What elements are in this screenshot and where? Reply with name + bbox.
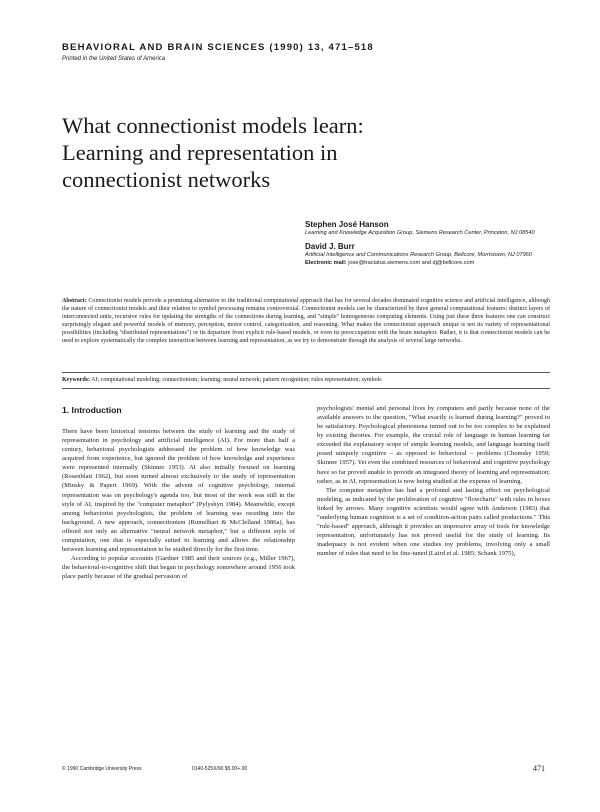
paragraph: psychologists' mental and personal lives by computers and partly because none of the available answers to the question, "What exactly is learned during learning?" proved to be satisfactory. Psychological phenomena turned out to be too complex to be explained by existing theories. For example, the crucial role of language in human learning far exceeded the explanatory scope of simple learning models, and language learning itself posed uniquely cognitive – as opposed to behavioral – problems (Chomsky 1959; Skinner 1957). Yet even the combined resources of behavioral and cognitive psychology have so far proved unable to provide an integrated theory of learning and representation; rather, as in AI, representation is now being studied at the expense of learning.	[317, 405, 550, 485]
title-line-1: What connectionist models learn:	[62, 113, 364, 138]
abstract	[62, 297, 550, 346]
paper-title	[62, 112, 532, 193]
divider-bottom	[62, 388, 550, 389]
author-block	[305, 220, 565, 267]
copyright: © 1990 Cambridge University Press	[62, 766, 142, 772]
section-heading: 1. Introduction	[62, 405, 122, 415]
title-line-3: connectionist networks	[62, 167, 271, 192]
author-name: Stephen José Hanson	[305, 220, 389, 229]
abstract-label: Abstract:	[62, 298, 87, 304]
page-number: 471	[533, 764, 545, 773]
keywords-label: Keywords:	[62, 377, 90, 383]
paragraph: There have been historical tensions between the study of learning and the study of representation in psychology and artificial intelligence (AI). For more than half a century, behavioral psychologists addressed the problem of how knowledge was acquired from experience, but ignored the problem of how knowledge and experience were represented internally (Skinner 1953). AI also initially focused on learning (Rosenblatt 1962), but soon turned almost exclusively to the study of representation (Minsky & Papert 1969). With the advent of cognitive psychology, internal representation was on psychology's agenda too, but most of the work was still in the style of AI, inspired by the "computer metaphor" (Pylyshyn 1984). Meanwhile, except among behaviorist psychologists, the problem of learning was receding into the background. A new approach, connectionism (Rumelhart & McClelland 1986a), has offered not only an alternative "neural network metaphor," but a different style of computation, one that is especially suited to learning and allows the relationship between learning and representation to be studied directly for the first time.	[62, 428, 295, 554]
email-label: Electronic mail:	[305, 260, 347, 266]
author-name: David J. Burr	[305, 242, 355, 251]
paragraph: The computer metaphor has had a profound and lasting effect on psychological modeling, as indicated by the proliferation of cognitive "flowcharts" with rules in boxes linked by arrows. Many cognitive scientists would agree with Anderson (1983) that "underlying human cognition is a set of condition-action pairs called productions." This "rule-based" approach, although it provides an impressive array of tools for knowledge representation, unfortunately has not proved useful for the study of learning. Its inadequacy is not evident when one studies toy problems, involving only a small number of rules that need to be fine-tuned (Laird et al. 1985; Schank 1975),	[317, 486, 550, 558]
author-affiliation: Artificial Intelligence and Communications Research Group, Bellcore, Morristown, NJ 07960	[305, 252, 532, 258]
price-code: 0140-525X/90 $5.00+.00	[192, 766, 248, 772]
abstract-text: Connectionist models provide a promising alternative to the traditional computational approach that has for several decades dominated cognitive science and artificial intelligence, although the nature of connectionist models and their relation to symbol processing remains controversial. Connectionist models can be characterized by three general computational features: distinct layers of interconnected units, recursive rules for updating the strengths of the connections during learning, and "simple" homogeneous computing elements. Using just these three features one can construct surprisingly elegant and powerful models of memory, perception, motor control, categorization, and reasoning. What makes the connectionist approach unique is not its variety of representational possibilities (including "distributed representations") or its departure from explicit rule-based models, or even its preoccupation with the brain metaphor. Rather, it is that connectionist models can be used to explore systematically the complex interaction between learning and representation, as we try to demonstrate through the analysis of several large networks.	[62, 298, 550, 345]
printed-note: Printed in the United States of America	[62, 56, 166, 62]
author-affiliation: Learning and Knowledge Acquisition Group, Siemens Research Center, Princeton, NJ 08540	[305, 230, 535, 236]
paragraph: According to popular accounts (Gardner 1985 and their sources (e.g., Miller 1967), the behavioral-to-cognitive shift that began in psychology somewhere around 1956 took place partly because of the gradual pervasion of	[62, 555, 295, 581]
keywords	[62, 376, 550, 384]
divider-top	[62, 372, 550, 373]
email-line	[305, 259, 565, 267]
journal-header: BEHAVIORAL AND BRAIN SCIENCES (1990) 13, 471–518	[62, 42, 374, 53]
left-column	[62, 427, 295, 581]
email-addresses: jose@tractatus.siemens.com and dj@bellcore.com	[348, 260, 475, 266]
title-line-2: Learning and representation in	[62, 140, 338, 165]
keywords-text: AI; computational modeling; connectionism; learning; neural network; pattern recognition; rules representation; symbols	[91, 377, 382, 383]
right-column	[317, 404, 550, 558]
